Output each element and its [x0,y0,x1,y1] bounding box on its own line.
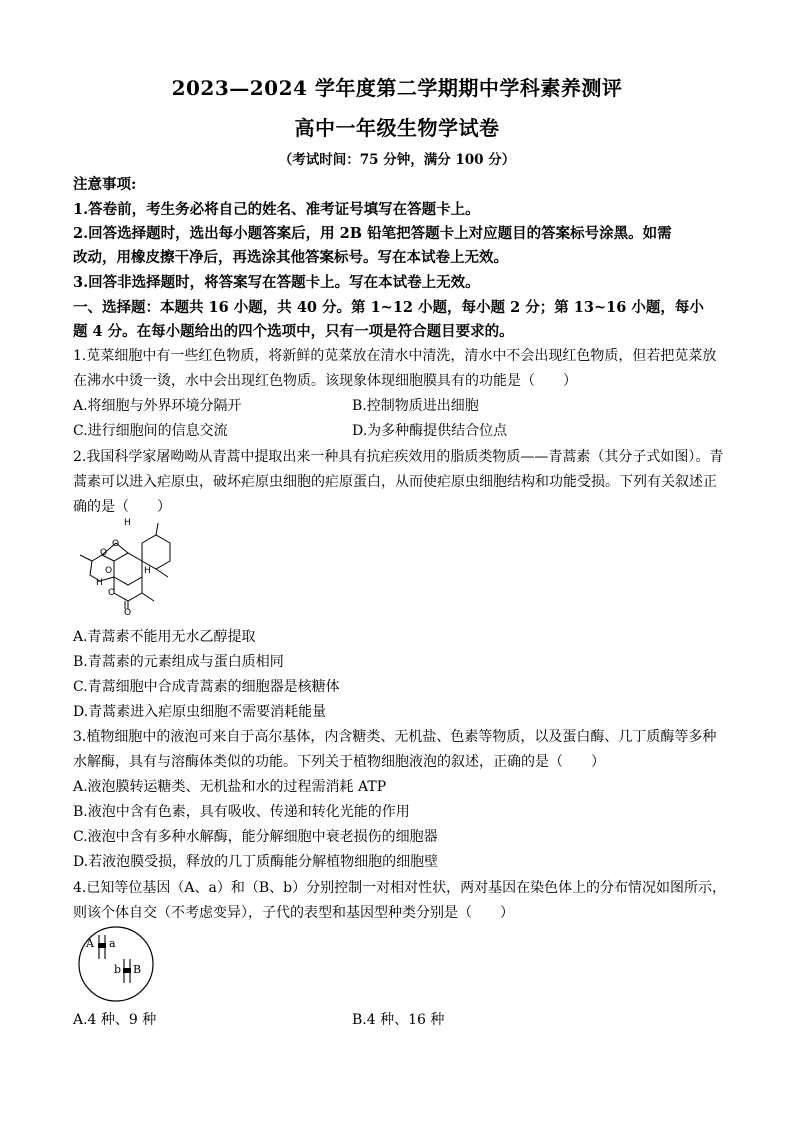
q1-option-d: D.为多种酶提供结合位点 [352,423,508,439]
fig-o-label-4: O [108,588,116,598]
fig-h-label-3: H [96,578,103,588]
q4-stem-cont: 则该个体自交（不考虑变异），子代的表型和基因型种类分别是（ ） [73,905,514,921]
q4-stem: 4.已知等位基因（A、a）和（B、b）分别控制一对相对性状，两对基因在染色体上的分布情况如图所示， [73,880,727,896]
q3-option-d: D.若液泡膜受损，释放的几丁质酶能分解植物细胞的细胞壁 [73,854,439,870]
q2-stem-end: 确的是（ ） [73,499,171,515]
q2-stem: 2.我国科学家屠呦呦从青蒿中提取出来一种具有抗疟疾效用的脂质类物质——青蒿素（其分子式如图）。青 [73,449,724,465]
artemisinin-structure-figure [72,515,182,615]
q4-option-a: A.4 种、9 种 [73,1012,157,1028]
q3-option-c: C.液泡中含有多种水解酶，能分解细胞中衰老损伤的细胞器 [73,829,438,845]
q1-option-a: A.将细胞与外界环境分隔开 [73,398,242,414]
fig-h-label-2: H [144,566,151,576]
q3-stem-cont: 水解酶，具有与溶酶体类似的功能。下列关于植物细胞液泡的叙述，正确的是（ ） [73,754,605,770]
exam-info: （考试时间：75 分钟，满分 100 分） [278,152,516,168]
exam-subtitle: 高中一年级生物学试卷 [294,116,500,140]
q2-option-d: D.青蒿素进入疟原虫细胞不需要消耗能量 [73,704,327,720]
q2-option-b: B.青蒿素的元素组成与蛋白质相同 [73,654,284,670]
q2-option-a: A.青蒿素不能用无水乙醇提取 [73,629,256,645]
fig-h-label-1: H [124,518,131,528]
fig-gene-B: B [133,963,142,976]
section-heading: 一、选择题：本题共 16 小题，共 40 分。第 1~12 小题，每小题 2 分；第 13~16 小题，每小 [73,299,704,316]
exam-title: 2023—2024 学年度第二学期期中学科素养测评 [171,76,623,100]
q3-stem: 3.植物细胞中的液泡可来自于高尔基体，内含糖类、无机盐、色素等物质，以及蛋白酶、几丁质酶等多种 [73,729,717,745]
section-heading-cont: 题 4 分。在每小题给出的四个选项中，只有一项是符合题目要求的。 [73,323,514,340]
fig-o-label-1: O [100,548,108,558]
notice-item-2-cont: 改动，用橡皮擦干净后，再选涂其他答案标号。写在本试卷上无效。 [73,249,508,266]
fig-gene-A: A [86,937,94,950]
fig-gene-a: a [109,937,116,950]
notice-heading: 注意事项: [73,176,137,193]
fig-gene-b: b [114,963,122,976]
q3-option-b: B.液泡中含有色素，具有吸收、传递和转化光能的作用 [73,804,410,820]
q3-option-a: A.液泡膜转运糖类、无机盐和水的过程需消耗 ATP [73,779,387,795]
fig-o-label-5: O [124,608,132,615]
fig-o-label-3: O [105,566,113,576]
q2-stem-cont: 蒿素可以进入疟原虫，破坏疟原虫细胞的疟原蛋白，从而使疟原虫细胞结构和功能受损。下列有关叙述正 [73,474,717,490]
q4-option-b: B.4 种、16 种 [352,1012,445,1028]
q1-option-b: B.控制物质进出细胞 [352,398,479,414]
q1-stem-cont: 在沸水中烫一烫，水中会出现红色物质。该现象体现细胞膜具有的功能是（ ） [73,373,577,389]
q1-option-c: C.进行细胞间的信息交流 [73,423,228,439]
fig-o-label-2: O [112,539,120,549]
notice-item-1: 1.答卷前，考生务必将自己的姓名、准考证号填写在答题卡上。 [73,201,480,218]
chromosome-cell-figure [72,925,162,1003]
notice-item-2: 2.回答选择题时，选出每小题答案后，用 2B 铅笔把答题卡上对应题目的答案标号涂黑。如需 [73,225,672,242]
notice-item-3: 3.回答非选择题时，将答案写在答题卡上。写在本试卷上无效。 [73,274,480,291]
q2-option-c: C.青蒿细胞中合成青蒿素的细胞器是核糖体 [73,679,340,695]
q1-stem: 1.苋菜细胞中有一些红色物质，将新鲜的苋菜放在清水中清洗，清水中不会出现红色物质，但若把苋菜放 [73,348,717,364]
